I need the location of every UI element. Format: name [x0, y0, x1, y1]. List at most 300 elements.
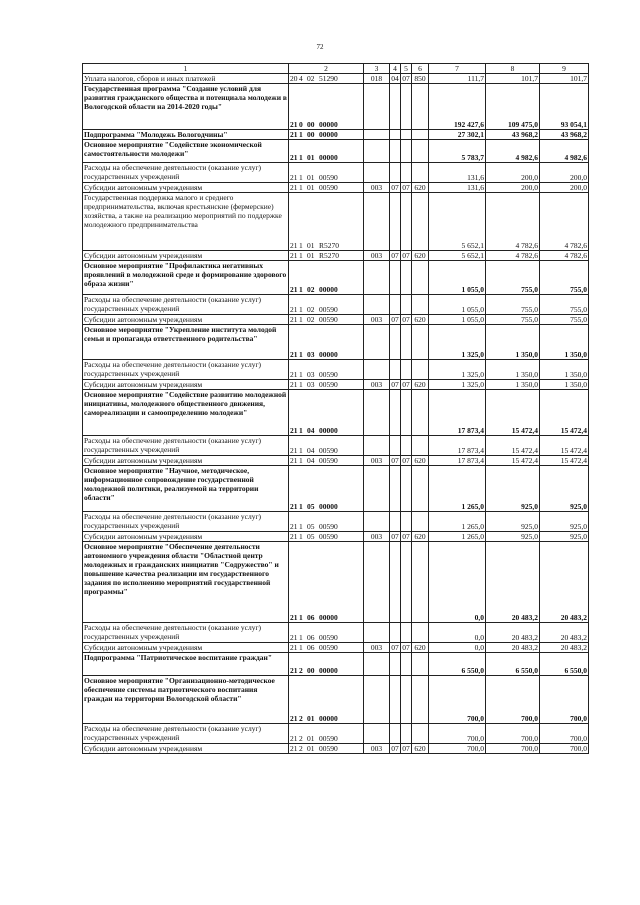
code-part: 00590	[319, 522, 338, 531]
row-value-v8: 1 350,0	[486, 325, 540, 360]
row-c6	[412, 724, 429, 744]
code-part: 1	[299, 183, 303, 192]
row-code	[289, 744, 364, 754]
table-row	[83, 84, 589, 130]
row-c5	[401, 466, 412, 512]
code-part: 01	[307, 744, 315, 753]
row-c5	[401, 360, 412, 380]
row-name: Основное мероприятие "Содействие развитию молодежной инициативы, молодежного общественного движения, самореализации и самоопределению молодежи"	[83, 390, 289, 436]
code-part: 04	[307, 456, 315, 465]
code-part: 00000	[319, 613, 338, 622]
code-part: 02	[307, 315, 315, 324]
code-part: 21	[290, 173, 298, 182]
row-c3	[364, 512, 390, 532]
row-code	[289, 140, 364, 163]
row-value-v8: 755,0	[486, 261, 540, 295]
table-row	[83, 251, 589, 261]
row-name: Расходы на обеспечение деятельности (оказание услуг) государственных учреждений	[83, 360, 289, 380]
table-row	[83, 436, 589, 456]
table-row	[83, 390, 589, 436]
row-code	[289, 623, 364, 643]
row-value-v9: 93 054,1	[540, 84, 589, 130]
row-c4	[390, 295, 401, 315]
row-c6	[412, 84, 429, 130]
code-part: 05	[307, 522, 315, 531]
row-value-v9: 15 472,4	[540, 436, 589, 456]
row-value-v8: 755,0	[486, 295, 540, 315]
row-name: Государственная поддержка малого и среднего предпринимательства, включая крестьянские (фермерские) хозяйства, а также на реализацию мероприятий по поддержке молодежного предпринимательства	[83, 193, 289, 251]
code-part: 00590	[319, 380, 338, 389]
row-c3	[364, 542, 390, 623]
row-value-v8: 925,0	[486, 532, 540, 542]
table-row	[83, 163, 589, 183]
row-name: Субсидии автономным учреждениям	[83, 744, 289, 754]
code-part: 21	[290, 456, 298, 465]
row-c6	[412, 140, 429, 163]
row-c6: 620	[412, 744, 429, 754]
row-value-v9: 925,0	[540, 532, 589, 542]
row-c3: 018	[364, 74, 390, 84]
row-c6: 620	[412, 315, 429, 325]
table-row	[83, 456, 589, 466]
header-cell: 9	[540, 64, 589, 74]
row-value-v7: 1 265,0	[429, 532, 486, 542]
row-c5: 07	[402, 251, 410, 260]
header-cell: 7	[429, 64, 486, 74]
code-part: 01	[307, 173, 315, 182]
code-part: 00590	[319, 643, 338, 652]
code-part: 00590	[319, 370, 338, 379]
row-value-v7: 700,0	[429, 744, 486, 754]
row-value-v9: 6 550,0	[540, 653, 589, 676]
row-name: Подпрограмма "Патриотическое воспитание граждан"	[83, 653, 289, 676]
row-c6	[412, 623, 429, 643]
row-c6	[412, 360, 429, 380]
code-part: 1	[299, 370, 303, 379]
row-value-v8: 700,0	[486, 724, 540, 744]
row-code	[289, 251, 364, 261]
code-part: 01	[307, 251, 315, 260]
row-c4	[390, 163, 401, 183]
code-part: 1	[299, 522, 303, 531]
row-c5: 07	[402, 643, 410, 652]
row-name: Субсидии автономным учреждениям	[83, 643, 289, 653]
row-c4: 07	[391, 643, 399, 652]
row-value-v8: 15 472,4	[486, 456, 540, 466]
code-part: 00000	[319, 426, 338, 435]
table-row	[83, 380, 589, 390]
code-part: 03	[307, 380, 315, 389]
row-value-v9: 700,0	[540, 744, 589, 754]
header-row	[83, 64, 589, 74]
row-value-v9: 755,0	[540, 295, 589, 315]
row-name: Основное мероприятие "Укрепление института молодой семьи и пропаганда ответственного родительства"	[83, 325, 289, 360]
row-value-v9: 700,0	[540, 676, 589, 724]
row-value-v9: 20 483,2	[540, 643, 589, 653]
code-part: 00590	[319, 305, 338, 314]
row-c4	[390, 466, 401, 512]
row-c6	[412, 130, 429, 140]
row-c4	[390, 542, 401, 623]
code-part: 2	[299, 714, 303, 723]
row-value-v7: 27 302,1	[429, 130, 486, 140]
code-part: 05	[307, 502, 315, 511]
row-c4: 07	[391, 183, 399, 192]
row-c5	[401, 676, 412, 724]
row-value-v8: 4 982,6	[486, 140, 540, 163]
row-code	[289, 676, 364, 724]
row-c6: 850	[412, 74, 429, 84]
row-value-v7: 5 652,1	[429, 251, 486, 261]
row-c5	[401, 390, 412, 436]
table-row	[83, 295, 589, 315]
row-name: Субсидии автономным учреждениям	[83, 183, 289, 193]
row-c4	[390, 436, 401, 456]
row-name: Основное мероприятие "Профилактика негативных проявлений в молодежной среде и формирование здорового образа жизни"	[83, 261, 289, 295]
row-value-v7: 700,0	[429, 724, 486, 744]
row-value-v7: 192 427,6	[429, 84, 486, 130]
row-c6: 620	[412, 532, 429, 542]
row-c4: 07	[391, 315, 399, 324]
row-c6	[412, 390, 429, 436]
row-c3	[364, 724, 390, 744]
row-value-v9: 43 968,2	[540, 130, 589, 140]
code-part: 00590	[319, 744, 338, 753]
code-part: 21	[290, 370, 298, 379]
code-part: 1	[299, 350, 303, 359]
row-c4	[390, 140, 401, 163]
header-cell: 6	[412, 64, 429, 74]
code-part: 21	[290, 643, 298, 652]
code-part: 01	[307, 241, 315, 250]
row-value-v7: 131,6	[429, 183, 486, 193]
code-part: 21	[290, 305, 298, 314]
code-part: 21	[290, 285, 298, 294]
row-code	[289, 130, 364, 140]
row-value-v8: 200,0	[486, 163, 540, 183]
row-code	[289, 295, 364, 315]
table-row	[83, 623, 589, 643]
row-c6	[412, 193, 429, 251]
code-part: 1	[299, 633, 303, 642]
row-value-v8: 700,0	[486, 744, 540, 754]
row-c4: 04	[391, 74, 399, 83]
row-value-v8: 4 782,6	[486, 193, 540, 251]
row-c4	[390, 653, 401, 676]
row-c6: 620	[412, 643, 429, 653]
row-c3: 003	[364, 315, 390, 325]
code-part: 00000	[319, 714, 338, 723]
code-part: 21	[290, 522, 298, 531]
code-part: 00590	[319, 183, 338, 192]
table-row	[83, 140, 589, 163]
row-c4	[390, 325, 401, 360]
row-c3	[364, 295, 390, 315]
row-code	[289, 542, 364, 623]
row-value-v7: 1 055,0	[429, 261, 486, 295]
code-part: 21	[290, 153, 298, 162]
row-value-v8: 43 968,2	[486, 130, 540, 140]
row-value-v7: 6 550,0	[429, 653, 486, 676]
row-c3: 003	[364, 744, 390, 754]
code-part: 01	[307, 153, 315, 162]
row-c3	[364, 436, 390, 456]
code-part: 21	[290, 446, 298, 455]
row-c4: 07	[391, 380, 399, 389]
row-value-v9: 101,7	[540, 74, 589, 84]
row-code	[289, 261, 364, 295]
row-c3	[364, 130, 390, 140]
row-code	[289, 436, 364, 456]
row-value-v7: 0,0	[429, 623, 486, 643]
row-code	[289, 84, 364, 130]
row-value-v9: 755,0	[540, 261, 589, 295]
code-part: 4	[299, 74, 303, 83]
row-c4	[390, 676, 401, 724]
row-c5	[401, 261, 412, 295]
row-c6: 620	[412, 456, 429, 466]
row-c3	[364, 653, 390, 676]
row-value-v8: 15 472,4	[486, 436, 540, 456]
code-part: 1	[299, 446, 303, 455]
row-value-v8: 700,0	[486, 676, 540, 724]
code-part: 21	[290, 241, 298, 250]
row-c6	[412, 436, 429, 456]
row-c6	[412, 466, 429, 512]
row-value-v9: 925,0	[540, 466, 589, 512]
row-c5	[401, 724, 412, 744]
row-value-v8: 1 350,0	[486, 360, 540, 380]
row-c4: 07	[391, 456, 399, 465]
code-part: 21	[290, 734, 298, 743]
table-row	[83, 130, 589, 140]
budget-table	[82, 63, 589, 754]
code-part: 02	[307, 285, 315, 294]
code-part: 00590	[319, 456, 338, 465]
code-part: 00000	[319, 502, 338, 511]
row-value-v9: 700,0	[540, 724, 589, 744]
table-row	[83, 466, 589, 512]
row-name: Основное мероприятие "Научное, методическое, информационное сопровождение государственной молодежной политики, реализуемой на территории области"	[83, 466, 289, 512]
row-code	[289, 512, 364, 532]
row-value-v8: 925,0	[486, 466, 540, 512]
row-value-v7: 17 873,4	[429, 456, 486, 466]
row-value-v8: 925,0	[486, 512, 540, 532]
code-part: 02	[307, 305, 315, 314]
row-c5	[401, 623, 412, 643]
table-row	[83, 643, 589, 653]
code-part: 06	[307, 633, 315, 642]
code-part: 06	[307, 613, 315, 622]
row-value-v7: 0,0	[429, 643, 486, 653]
row-code	[289, 163, 364, 183]
row-name: Расходы на обеспечение деятельности (оказание услуг) государственных учреждений	[83, 436, 289, 456]
code-part: 2	[299, 734, 303, 743]
row-code	[289, 360, 364, 380]
row-name: Расходы на обеспечение деятельности (оказание услуг) государственных учреждений	[83, 295, 289, 315]
row-name: Государственная программа "Создание условий для развития гражданского общества и потенциала молодежи в Вологодской области на 2014-2020 годы"	[83, 84, 289, 130]
code-part: 1	[299, 613, 303, 622]
code-part: 03	[307, 370, 315, 379]
row-c5: 07	[402, 74, 410, 83]
code-part: 1	[299, 380, 303, 389]
row-code	[289, 653, 364, 676]
row-c4	[390, 130, 401, 140]
table-row	[83, 512, 589, 532]
row-c4	[390, 623, 401, 643]
table-row	[83, 676, 589, 724]
row-name: Субсидии автономным учреждениям	[83, 532, 289, 542]
row-name: Субсидии автономным учреждениям	[83, 251, 289, 261]
code-part: 2	[299, 666, 303, 675]
header-cell: 4	[390, 64, 401, 74]
code-part: 00000	[319, 285, 338, 294]
page-number: 72	[316, 43, 324, 51]
row-value-v9: 1 350,0	[540, 360, 589, 380]
row-c4: 07	[391, 532, 399, 541]
row-value-v7: 1 265,0	[429, 466, 486, 512]
code-part: 1	[299, 456, 303, 465]
row-value-v8: 20 483,2	[486, 542, 540, 623]
row-name: Подпрограмма "Молодежь Вологодчины"	[83, 130, 289, 140]
code-part: 51290	[319, 74, 338, 83]
row-name: Основное мероприятие "Содействие экономической самостоятельности молодежи"	[83, 140, 289, 163]
row-name: Субсидии автономным учреждениям	[83, 380, 289, 390]
row-c3	[364, 261, 390, 295]
row-value-v7: 700,0	[429, 676, 486, 724]
row-c5	[401, 130, 412, 140]
row-c4	[390, 512, 401, 532]
row-value-v7: 111,7	[429, 74, 486, 84]
code-part: 21	[290, 666, 298, 675]
row-value-v9: 20 483,2	[540, 542, 589, 623]
row-value-v9: 4 982,6	[540, 140, 589, 163]
code-part: 00590	[319, 734, 338, 743]
code-part: 04	[307, 426, 315, 435]
code-part: 1	[299, 643, 303, 652]
row-c6: 620	[412, 251, 429, 261]
row-c5	[401, 542, 412, 623]
row-value-v9: 755,0	[540, 315, 589, 325]
table-row	[83, 325, 589, 360]
row-value-v7: 17 873,4	[429, 436, 486, 456]
table-row	[83, 193, 589, 251]
code-part: 21	[290, 130, 298, 139]
row-c4	[390, 724, 401, 744]
row-c3	[364, 84, 390, 130]
code-part: 00590	[319, 532, 338, 541]
code-part: 00000	[319, 666, 338, 675]
row-c5: 07	[402, 456, 410, 465]
row-value-v9: 200,0	[540, 183, 589, 193]
row-value-v7: 17 873,4	[429, 390, 486, 436]
row-c6: 620	[412, 380, 429, 390]
row-c6	[412, 653, 429, 676]
row-c6	[412, 542, 429, 623]
row-c3	[364, 623, 390, 643]
row-value-v8: 20 483,2	[486, 643, 540, 653]
row-value-v9: 1 350,0	[540, 325, 589, 360]
code-part: 21	[290, 633, 298, 642]
row-c3	[364, 325, 390, 360]
row-c3	[364, 140, 390, 163]
row-c4	[390, 360, 401, 380]
code-part: 1	[299, 532, 303, 541]
row-c4	[390, 84, 401, 130]
row-value-v8: 4 782,6	[486, 251, 540, 261]
row-c6	[412, 295, 429, 315]
row-c3: 003	[364, 643, 390, 653]
row-c5: 07	[402, 744, 410, 753]
code-part: 21	[290, 532, 298, 541]
row-c4: 07	[391, 744, 399, 753]
code-part: 1	[299, 251, 303, 260]
row-c6	[412, 676, 429, 724]
row-code	[289, 643, 364, 653]
row-code	[289, 390, 364, 436]
code-part: 00000	[319, 153, 338, 162]
row-value-v8: 101,7	[486, 74, 540, 84]
row-name: Расходы на обеспечение деятельности (оказание услуг) государственных учреждений	[83, 512, 289, 532]
row-value-v8: 200,0	[486, 183, 540, 193]
row-c3	[364, 360, 390, 380]
row-value-v7: 1 325,0	[429, 380, 486, 390]
code-part: 00590	[319, 315, 338, 324]
row-c4	[390, 193, 401, 251]
code-part: 1	[299, 241, 303, 250]
code-part: 21	[290, 350, 298, 359]
table-row	[83, 542, 589, 623]
row-c6: 620	[412, 183, 429, 193]
row-value-v8: 15 472,4	[486, 390, 540, 436]
header-cell: 5	[401, 64, 412, 74]
table-row	[83, 183, 589, 193]
code-part: 1	[299, 130, 303, 139]
row-c5	[401, 512, 412, 532]
row-value-v9: 4 782,6	[540, 251, 589, 261]
row-c5: 07	[402, 315, 410, 324]
row-value-v8: 20 483,2	[486, 623, 540, 643]
row-name: Субсидии автономным учреждениям	[83, 315, 289, 325]
row-code	[289, 183, 364, 193]
row-value-v8: 109 475,0	[486, 84, 540, 130]
code-part: 00	[307, 666, 315, 675]
row-code	[289, 325, 364, 360]
row-c3: 003	[364, 251, 390, 261]
row-value-v7: 1 265,0	[429, 512, 486, 532]
row-c3	[364, 676, 390, 724]
row-c4: 07	[391, 251, 399, 260]
code-part: 00000	[319, 350, 338, 359]
row-c5	[401, 84, 412, 130]
header-cell: 2	[289, 64, 364, 74]
table-row	[83, 261, 589, 295]
row-code	[289, 315, 364, 325]
row-code	[289, 380, 364, 390]
code-part: R5270	[319, 241, 340, 250]
code-part: 01	[307, 714, 315, 723]
code-part: 21	[290, 120, 298, 129]
row-value-v7: 1 055,0	[429, 295, 486, 315]
row-c3: 003	[364, 532, 390, 542]
code-part: 21	[290, 251, 298, 260]
row-value-v9: 200,0	[540, 163, 589, 183]
code-part: R5270	[319, 251, 340, 260]
code-part: 00	[307, 130, 315, 139]
code-part: 2	[299, 744, 303, 753]
code-part: 1	[299, 173, 303, 182]
code-part: 00000	[319, 120, 338, 129]
